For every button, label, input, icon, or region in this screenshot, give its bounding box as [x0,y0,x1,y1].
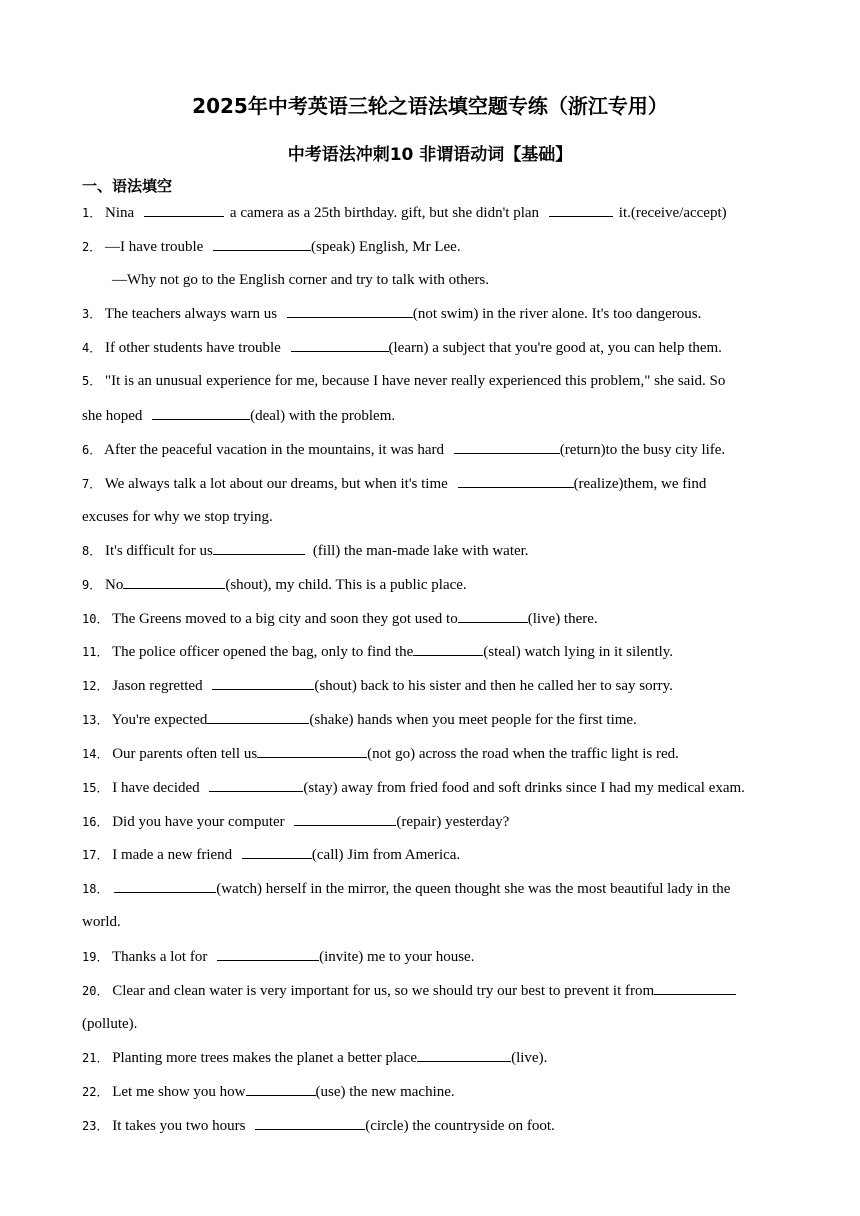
question-18: 18． (watch) herself in the mirror, the queen thought she was the most beautiful lady in the [82,878,730,899]
answer-blank[interactable] [549,202,613,217]
question-22: 22． Let me show you how (use) the new machine. [82,1081,455,1102]
question-number: 20． [82,984,109,998]
question-23: 23． It takes you two hours (circle) the countryside on foot. [82,1115,555,1136]
answer-blank[interactable] [213,540,305,555]
question-2: 2． —I have trouble (speak) English, Mr Lee. [82,236,461,257]
question-7: 7． We always talk a lot about our dreams, but when it's time (realize)them, we find [82,473,706,494]
question-number: 8． [82,544,102,558]
question-number: 17． [82,848,109,862]
question-3: 3． The teachers always warn us (not swim) in the river alone. It's too dangerous. [82,303,701,324]
question-number: 6． [82,443,102,457]
question-12: 12． Jason regretted (shout) back to his sister and then he called her to say sorry. [82,675,673,696]
answer-blank[interactable] [246,1081,316,1096]
question-number: 2． [82,240,102,254]
answer-blank[interactable] [417,1047,511,1062]
question-number: 19． [82,950,109,964]
question-number: 12． [82,679,109,693]
question-20-continued: (pollute). [82,1016,138,1032]
question-number: 10． [82,612,109,626]
answer-blank[interactable] [152,405,250,420]
answer-blank[interactable] [413,641,483,656]
page-title: 2025年中考英语三轮之语法填空题专练（浙江专用） [192,94,668,118]
question-9: 9． No (shout), my child. This is a public place. [82,574,467,595]
answer-blank[interactable] [114,878,216,893]
question-18-continued: world. [82,914,121,930]
answer-blank[interactable] [454,439,560,454]
question-number: 9． [82,578,102,592]
answer-blank[interactable] [242,844,312,859]
question-10: 10． The Greens moved to a big city and soon they got used to (live) there. [82,608,598,629]
question-5: 5． "It is an unusual experience for me, because I have never really experienced this problem," she said. So [82,373,726,389]
answer-blank[interactable] [207,709,309,724]
question-21: 21． Planting more trees makes the planet a better place (live). [82,1047,547,1068]
question-15: 15． I have decided (stay) away from fried food and soft drinks since I had my medical exam. [82,777,745,798]
question-number: 5． [82,374,102,388]
question-7-continued: excuses for why we stop trying. [82,509,273,525]
question-13: 13． You're expected (shake) hands when you meet people for the first time. [82,709,637,730]
answer-blank[interactable] [123,574,225,589]
answer-blank[interactable] [209,777,303,792]
question-number: 14． [82,747,109,761]
question-number: 11． [82,645,109,659]
answer-blank[interactable] [255,1115,365,1130]
answer-blank[interactable] [294,811,396,826]
question-number: 3． [82,307,102,321]
question-number: 4． [82,341,102,355]
question-number: 7． [82,477,102,491]
question-11: 11． The police officer opened the bag, only to find the (steal) watch lying in it silently. [82,641,673,662]
section-heading: 一、语法填空 [82,177,173,195]
answer-blank[interactable] [291,337,389,352]
answer-blank[interactable] [217,946,319,961]
question-17: 17． I made a new friend (call) Jim from America. [82,844,460,865]
question-number: 21． [82,1051,109,1065]
answer-blank[interactable] [144,202,224,217]
answer-blank[interactable] [458,608,528,623]
question-2-reply: —Why not go to the English corner and try to talk with others. [112,272,490,288]
question-6: 6． After the peaceful vacation in the mountains, it was hard (return)to the busy city life. [82,439,725,460]
answer-blank[interactable] [212,675,314,690]
question-number: 1． [82,206,102,220]
question-number: 23． [82,1119,109,1133]
question-1: 1． Nina a camera as a 25th birthday. gift, but she didn't plan it.(receive/accept) [82,202,727,223]
question-number: 22． [82,1085,109,1099]
answer-blank[interactable] [654,980,736,995]
page-subtitle: 中考语法冲刺10 非谓语动词【基础】 [287,145,573,165]
answer-blank[interactable] [287,303,413,318]
question-5-continued: she hoped (deal) with the problem. [82,405,395,426]
answer-blank[interactable] [257,743,367,758]
question-19: 19． Thanks a lot for (invite) me to your house. [82,946,474,967]
answer-blank[interactable] [458,473,574,488]
question-number: 15． [82,781,109,795]
answer-blank[interactable] [213,236,311,251]
question-8: 8． It's difficult for us (fill) the man-made lake with water. [82,540,529,561]
question-number: 18． [82,882,109,896]
question-number: 13． [82,713,109,727]
question-16: 16． Did you have your computer (repair) yesterday? [82,811,509,832]
question-number: 16． [82,815,109,829]
question-14: 14． Our parents often tell us (not go) across the road when the traffic light is red. [82,743,679,764]
question-4: 4． If other students have trouble (learn) a subject that you're good at, you can help them. [82,337,722,358]
question-20: 20． Clear and clean water is very important for us, so we should try our best to prevent it from [82,980,736,1001]
